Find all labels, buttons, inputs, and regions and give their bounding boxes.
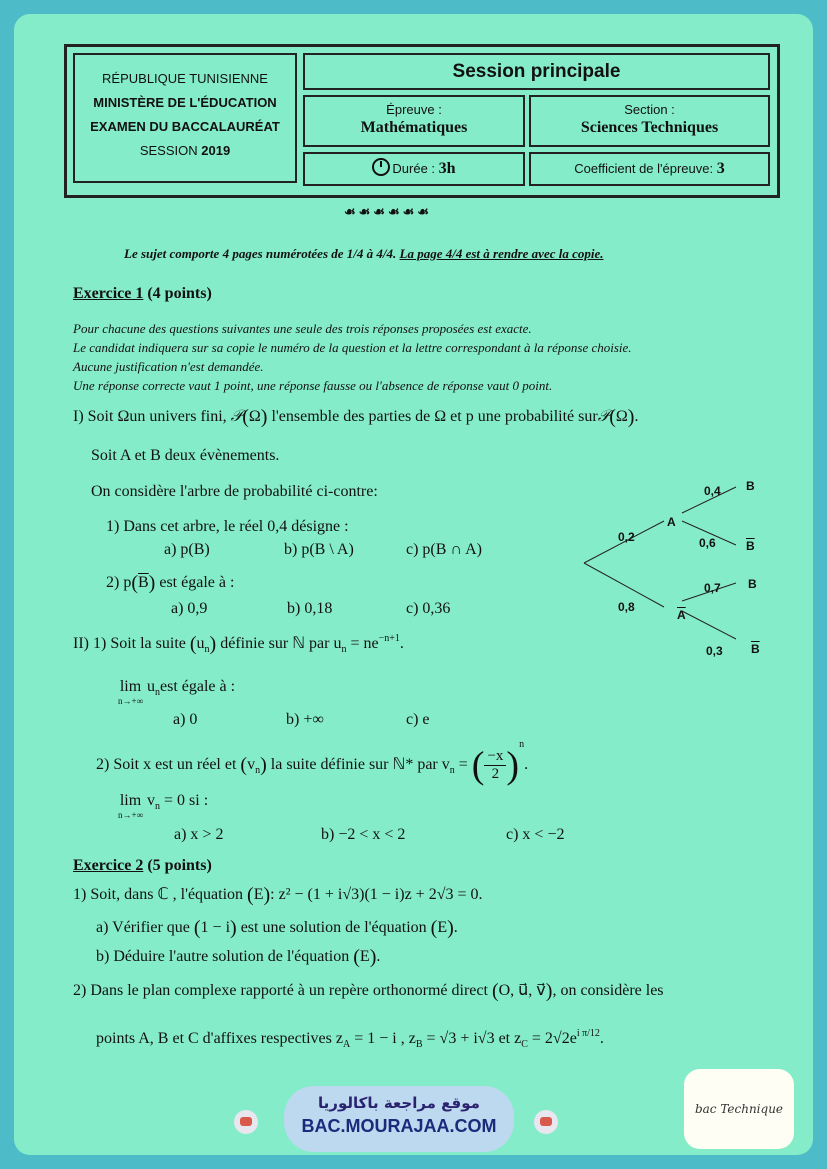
node-abar: $\overline{A}$	[677, 608, 686, 622]
site-logo-icon	[234, 1110, 258, 1134]
probability-tree	[574, 459, 794, 659]
question-2: 2) $p(\overline{B})$ est égale à :	[106, 572, 235, 594]
site-arabic-name: موقع مراجعة باكالوريا	[318, 1094, 480, 1112]
site-banner[interactable]	[284, 1086, 514, 1152]
ex2-q2: 2) Dans le plan complexe rapporté à un repère orthonormé direct (O, u⃗, v⃗), on considère les	[73, 980, 664, 1002]
exercise-1-title: Exercice 1 (4 points)	[73, 285, 212, 302]
events-line: Soit A et B deux évènements.	[91, 447, 280, 464]
ex2-points: points A, B et C d'affixes respectives $z_A = 1 - i$ , $z_B = √3 + i√3$ et $z_C = 2√2e^{i \pi/12}$.	[96, 1028, 604, 1050]
section-box: Section : Sciences Techniques	[529, 95, 770, 147]
tree-lines	[574, 459, 794, 659]
II1-option-a: a) 0	[173, 711, 198, 728]
intro: Le sujet comporte 4 pages numérotées de 1/4 à 4/4. La page 4/4 est à rendre avec la copie.	[124, 246, 604, 261]
question-1: 1) Dans cet arbre, le réel 0,4 désigne :	[106, 518, 349, 535]
session-line: SESSION 2019	[139, 143, 231, 158]
II1-option-c: c) e	[406, 711, 430, 728]
node-b-1: B	[746, 479, 755, 493]
ornament: ☙☙☙☙☙☙	[344, 204, 432, 219]
prob-a: 0,2	[618, 530, 635, 544]
limit-vn: lim n→+∞ $v_n = 0$ si :	[118, 792, 209, 820]
node-bbar-2: $\overline{B}$	[751, 642, 760, 656]
q2-option-c: c) 0,36	[406, 600, 451, 617]
q1-option-b: b) p(B \ A)	[284, 541, 354, 558]
bac-technique-stamp: bac Technique	[684, 1069, 794, 1149]
II2-option-c: c) x < −2	[506, 826, 565, 843]
section: Sciences Techniques	[580, 119, 719, 136]
part-II-q1: II) 1) Soit la suite $(u_n)$ définie sur ℕ par $u_n = ne^{-n+1}$.	[73, 633, 404, 655]
institution-box	[73, 53, 297, 183]
session-type: Session principale	[303, 53, 770, 90]
epreuve-box: Épreuve : Mathématiques	[303, 95, 525, 147]
ministry: MINISTÈRE DE L'ÉDUCATION	[93, 95, 277, 110]
II1-option-b: b) +∞	[286, 711, 324, 728]
q1-option-a: a) p(B)	[164, 541, 210, 558]
q1-option-c: c) p(B ∩ A)	[406, 541, 482, 558]
prob-bbar-given-a: 0,6	[699, 536, 716, 550]
limit-un: lim n→+∞ $u_nest$ égale à :	[118, 678, 236, 706]
ex2-q1b: b) Déduire l'autre solution de l'équation (E).	[96, 946, 381, 968]
II2-option-b: b) −2 < x < 2	[321, 826, 406, 843]
ex2-q1: 1) Soit, dans ℂ , l'équation (E): z² − (1 + i√3)(1 − i)z + 2√3 = 0.	[73, 884, 483, 906]
subject: Mathématiques	[360, 119, 468, 136]
coefficient-box: Coefficient de l'épreuve: 3	[529, 152, 770, 186]
country: RÉPUBLIQUE TUNISIENNE	[102, 71, 268, 86]
q2-option-b: b) 0,18	[287, 600, 333, 617]
prob-bbar-given-abar: 0,3	[706, 644, 723, 658]
exam-name: EXAMEN DU BACCALAURÉAT	[90, 119, 280, 134]
node-a: A	[667, 515, 676, 529]
tree-intro: On considère l'arbre de probabilité ci-contre:	[91, 483, 378, 500]
exam-page	[14, 14, 813, 1155]
exercise-1-rules: Pour chacune des questions suivantes une seule des trois réponses proposées est exacte. Le candidat indiquera sur sa copie le numéro de la question et la lettre correspondant à la réponse choisie. Aucune justification n'est demandée. Une réponse correcte vaut 1 point, une réponse fausse ou l'absence de réponse vaut 0 point.	[73, 321, 632, 393]
duration-box: Durée : 3h	[303, 152, 525, 186]
prob-b-given-a: 0,4	[704, 484, 721, 498]
prob-b-given-abar: 0,7	[704, 581, 721, 595]
ex2-q1a: a) Vérifier que (1 − i) est une solution de l'équation (E).	[96, 917, 458, 939]
site-url[interactable]: BAC.MOURAJAA.COM	[301, 1116, 497, 1136]
part-I-statement: I) Soit Ωun univers fini, 𝒫(Ω) l'ensemble des parties de Ω et p une probabilité sur𝒫(Ω).	[73, 406, 639, 428]
II2-option-a: a) x > 2	[174, 826, 224, 843]
part-II-q2: 2) Soit x est un réel et $(v_n)$ la suite définie sur ℕ* par $v_n$ = ( $\frac{-x}{2}$ )$^n$.	[96, 739, 529, 787]
exam-header	[64, 44, 780, 198]
clock-icon	[372, 158, 390, 176]
q2-option-a: a) 0,9	[171, 600, 208, 617]
site-logo-icon-right	[534, 1110, 558, 1134]
node-b-2: B	[748, 577, 757, 591]
branch-Abar-Bbar	[682, 611, 736, 639]
exercise-2-title: Exercice 2 (5 points)	[73, 857, 212, 874]
prob-abar: 0,8	[618, 600, 635, 614]
node-bbar-1: $\overline{B}$	[746, 539, 755, 553]
